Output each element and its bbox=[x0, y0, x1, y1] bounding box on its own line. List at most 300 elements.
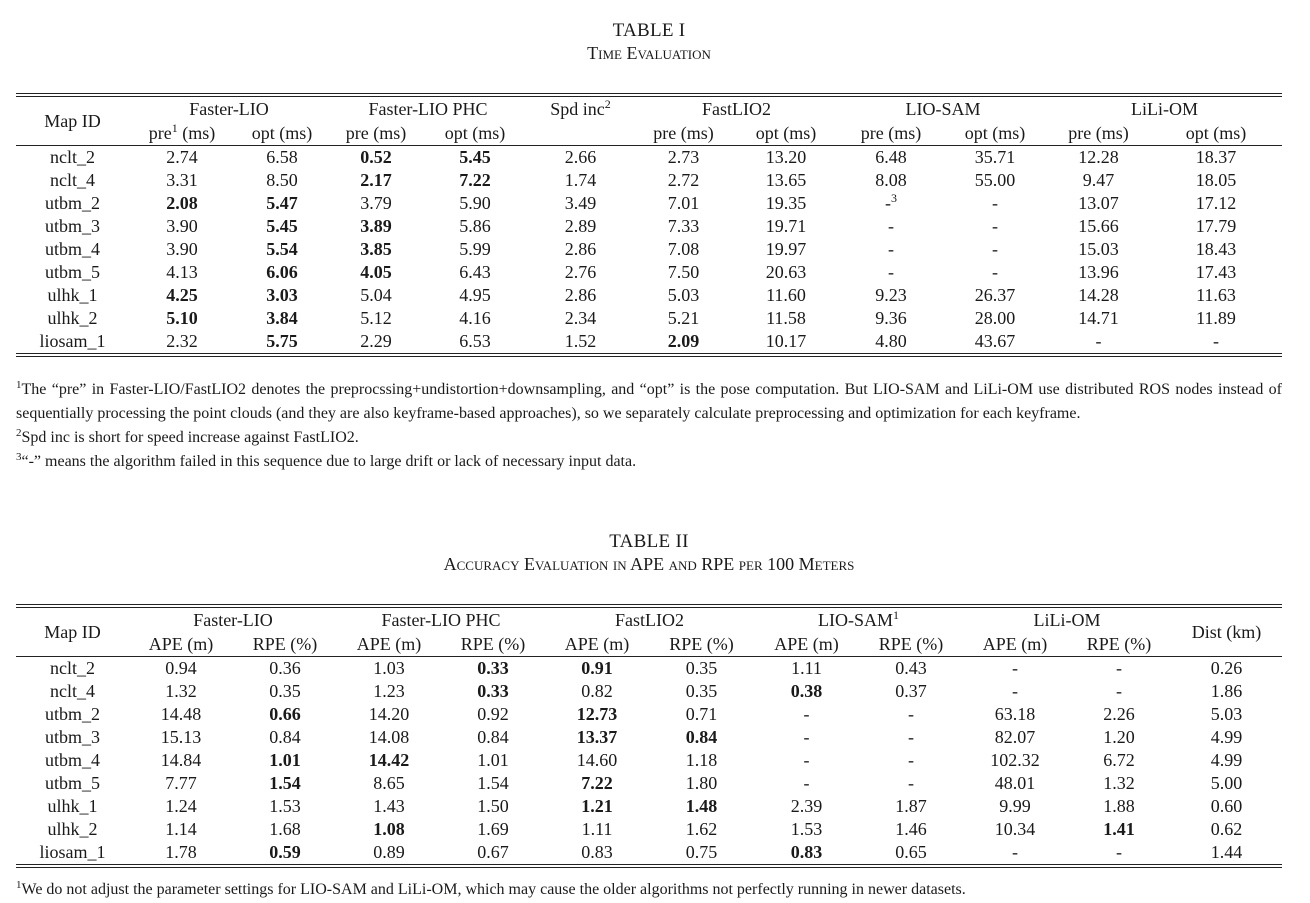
subheader-opt: opt (ms) bbox=[444, 123, 506, 143]
cell-value: 2.72 bbox=[667, 170, 700, 190]
cell-value: 1.86 bbox=[1210, 681, 1243, 701]
value-cell bbox=[527, 261, 634, 284]
cell-value: 2.66 bbox=[564, 147, 597, 167]
table2-mapid-header: Map ID bbox=[44, 622, 101, 642]
cell-value: 3.03 bbox=[266, 285, 298, 305]
cell-value: 6.72 bbox=[1103, 750, 1135, 770]
cell-value: 11.63 bbox=[1196, 285, 1236, 305]
table2 bbox=[16, 604, 1282, 868]
cell-value: 6.48 bbox=[875, 147, 907, 167]
cell-value: 1.41 bbox=[1103, 819, 1135, 839]
table1-spd-header bbox=[527, 97, 634, 121]
cell-value: 19.71 bbox=[765, 216, 807, 236]
value-cell bbox=[129, 238, 235, 261]
value-cell bbox=[129, 680, 233, 703]
cell-value: 1.78 bbox=[165, 842, 197, 862]
cell-value: 2.29 bbox=[360, 331, 392, 351]
cell-value: 1.54 bbox=[477, 773, 509, 793]
value-cell bbox=[423, 330, 527, 353]
cell-value: 9.23 bbox=[875, 285, 907, 305]
cell-value: 3.89 bbox=[360, 216, 392, 236]
value-cell bbox=[423, 261, 527, 284]
value-cell bbox=[963, 772, 1067, 795]
cell-value: 0.92 bbox=[477, 704, 509, 724]
value-cell bbox=[839, 215, 943, 238]
value-cell bbox=[634, 330, 733, 353]
cell-value: 4.13 bbox=[166, 262, 198, 282]
cell-value: 0.66 bbox=[269, 704, 301, 724]
table-row bbox=[16, 146, 1282, 169]
table2-title: Accuracy Evaluation in APE and RPE per 100 Meters bbox=[443, 554, 855, 574]
value-cell bbox=[233, 657, 337, 680]
value-cell bbox=[649, 795, 754, 818]
cell-value: 1.18 bbox=[685, 750, 718, 770]
value-cell bbox=[634, 215, 733, 238]
value-cell bbox=[235, 238, 329, 261]
value-cell bbox=[733, 146, 839, 169]
value-cell bbox=[754, 726, 859, 749]
value-cell bbox=[441, 772, 545, 795]
value-cell bbox=[963, 795, 1067, 818]
value-cell bbox=[839, 146, 943, 169]
table-row bbox=[16, 307, 1282, 330]
value-cell bbox=[1067, 657, 1171, 680]
cell-value: 0.84 bbox=[685, 727, 718, 747]
footnote-mark: 1 bbox=[171, 121, 178, 135]
value-cell bbox=[527, 307, 634, 330]
cell-value: 1.88 bbox=[1103, 796, 1135, 816]
subheader-ape: APE (m) bbox=[148, 634, 214, 654]
value-cell bbox=[527, 192, 634, 215]
value-cell bbox=[839, 169, 943, 192]
value-cell bbox=[233, 818, 337, 841]
cell-value: 9.99 bbox=[999, 796, 1031, 816]
cell-value: 2.73 bbox=[667, 147, 700, 167]
cell-value: 6.43 bbox=[459, 262, 491, 282]
cell-value: - bbox=[1116, 658, 1122, 678]
cell-value: - bbox=[803, 773, 810, 793]
table2-group-header: Faster-LIO PHC bbox=[381, 610, 501, 630]
cell-value: 19.97 bbox=[765, 239, 807, 259]
cell-value: - bbox=[992, 239, 998, 259]
cell-value: 5.12 bbox=[360, 308, 392, 328]
value-cell bbox=[1047, 215, 1150, 238]
table-row bbox=[16, 818, 1282, 841]
cell-value: 18.05 bbox=[1195, 170, 1237, 190]
table2-group-header bbox=[754, 608, 963, 632]
value-cell bbox=[337, 657, 441, 680]
value-cell bbox=[733, 192, 839, 215]
footnote bbox=[16, 450, 1282, 474]
table1-group-header: Faster-LIO bbox=[189, 99, 269, 119]
cell-value: 4.16 bbox=[459, 308, 491, 328]
table1-footnotes bbox=[16, 378, 1282, 474]
cell-value: 3.90 bbox=[166, 216, 198, 236]
value-cell bbox=[1067, 818, 1171, 841]
value-cell bbox=[1047, 307, 1150, 330]
cell-value: 1.24 bbox=[165, 796, 197, 816]
table1-group-header: LIO-SAM bbox=[905, 99, 981, 119]
value-cell bbox=[1150, 146, 1282, 169]
cell-value: 35.71 bbox=[974, 147, 1016, 167]
value-cell bbox=[235, 169, 329, 192]
value-cell bbox=[649, 749, 754, 772]
map-id-cell: ulhk_1 bbox=[47, 285, 98, 305]
value-cell bbox=[337, 795, 441, 818]
value-cell bbox=[545, 818, 649, 841]
cell-value: 0.84 bbox=[477, 727, 509, 747]
cell-value: 13.07 bbox=[1078, 193, 1119, 213]
footnote-mark: 1 bbox=[16, 879, 22, 891]
footnote bbox=[16, 426, 1282, 450]
cell-value: 1.43 bbox=[373, 796, 405, 816]
value-cell bbox=[337, 749, 441, 772]
cell-value: 5.86 bbox=[459, 216, 491, 236]
value-cell bbox=[423, 169, 527, 192]
table2-group-header: FastLIO2 bbox=[615, 610, 685, 630]
value-cell bbox=[233, 749, 337, 772]
cell-value: 2.17 bbox=[360, 170, 392, 190]
value-cell bbox=[649, 841, 754, 864]
value-cell bbox=[129, 284, 235, 307]
table1 bbox=[16, 93, 1282, 357]
subheader-rpe: RPE (%) bbox=[878, 634, 944, 654]
value-cell bbox=[129, 215, 235, 238]
cell-value: 13.20 bbox=[765, 147, 807, 167]
footnote bbox=[16, 378, 1282, 426]
table-row bbox=[16, 772, 1282, 795]
value-cell bbox=[545, 703, 649, 726]
value-cell bbox=[527, 284, 634, 307]
cell-value: 5.21 bbox=[667, 308, 700, 328]
value-cell bbox=[1150, 307, 1282, 330]
value-cell bbox=[1067, 703, 1171, 726]
value-cell bbox=[545, 726, 649, 749]
cell-value: 2.39 bbox=[790, 796, 823, 816]
cell-value: 1.01 bbox=[477, 750, 509, 770]
cell-value: 12.73 bbox=[576, 704, 618, 724]
value-cell bbox=[545, 749, 649, 772]
value-cell bbox=[129, 330, 235, 353]
table2-group-header: LiLi-OM bbox=[1033, 610, 1101, 630]
group-label: LIO-SAM bbox=[818, 610, 894, 630]
value-cell bbox=[235, 261, 329, 284]
value-cell bbox=[329, 284, 423, 307]
value-cell bbox=[129, 772, 233, 795]
value-cell bbox=[545, 795, 649, 818]
cell-value: 4.95 bbox=[459, 285, 491, 305]
pre-unit: (ms) bbox=[182, 123, 216, 143]
cell-value: 5.45 bbox=[459, 147, 491, 167]
value-cell bbox=[859, 703, 963, 726]
value-cell bbox=[1171, 772, 1282, 795]
value-cell bbox=[441, 680, 545, 703]
cell-value: 0.35 bbox=[269, 681, 301, 701]
value-cell bbox=[963, 726, 1067, 749]
cell-value: 17.43 bbox=[1195, 262, 1237, 282]
cell-value: 2.74 bbox=[166, 147, 198, 167]
map-id-cell: ulhk_2 bbox=[47, 819, 98, 839]
value-cell bbox=[1047, 192, 1150, 215]
value-cell bbox=[634, 261, 733, 284]
value-cell bbox=[1171, 657, 1282, 680]
value-cell bbox=[733, 169, 839, 192]
cell-value: 0.84 bbox=[269, 727, 301, 747]
table1-group-header: LiLi-OM bbox=[1131, 99, 1199, 119]
cell-value: 3.90 bbox=[166, 239, 198, 259]
cell-value: 14.48 bbox=[160, 704, 202, 724]
value-cell bbox=[1047, 284, 1150, 307]
value-cell bbox=[634, 284, 733, 307]
table2-label: TABLE II bbox=[609, 531, 689, 552]
cell-value: 3.49 bbox=[564, 193, 597, 213]
value-cell bbox=[754, 795, 859, 818]
value-cell bbox=[754, 841, 859, 864]
value-cell bbox=[1150, 169, 1282, 192]
value-cell bbox=[1150, 284, 1282, 307]
cell-value: 0.36 bbox=[269, 658, 301, 678]
cell-value: 102.32 bbox=[990, 750, 1040, 770]
cell-value: 1.53 bbox=[790, 819, 823, 839]
cell-value: 0.37 bbox=[895, 681, 927, 701]
cell-value: 2.09 bbox=[667, 331, 700, 351]
cell-value: 3.85 bbox=[360, 239, 392, 259]
table-row bbox=[16, 795, 1282, 818]
value-cell bbox=[337, 680, 441, 703]
value-cell bbox=[1047, 146, 1150, 169]
value-cell bbox=[733, 261, 839, 284]
value-cell bbox=[1171, 841, 1282, 864]
cell-value: 11.60 bbox=[766, 285, 806, 305]
cell-value: 2.08 bbox=[166, 193, 198, 213]
value-cell bbox=[441, 703, 545, 726]
map-id-cell: utbm_5 bbox=[44, 262, 100, 282]
table2-dist-header: Dist (km) bbox=[1191, 622, 1262, 642]
subheader-opt: opt (ms) bbox=[755, 123, 817, 143]
map-id-cell: utbm_3 bbox=[44, 727, 100, 747]
value-cell bbox=[129, 818, 233, 841]
value-cell bbox=[1067, 772, 1171, 795]
cell-value: - bbox=[803, 704, 810, 724]
cell-value: 2.86 bbox=[564, 285, 597, 305]
cell-value: 19.35 bbox=[765, 193, 807, 213]
value-cell bbox=[233, 772, 337, 795]
cell-value: 5.47 bbox=[266, 193, 298, 213]
value-cell bbox=[1150, 215, 1282, 238]
value-cell bbox=[233, 680, 337, 703]
value-cell bbox=[329, 146, 423, 169]
subheader-opt: opt (ms) bbox=[251, 123, 313, 143]
value-cell bbox=[754, 657, 859, 680]
value-cell bbox=[1171, 818, 1282, 841]
cell-value: 4.80 bbox=[875, 331, 907, 351]
value-cell bbox=[1150, 238, 1282, 261]
cell-value: 82.07 bbox=[994, 727, 1036, 747]
cell-value: 1.69 bbox=[477, 819, 509, 839]
table1-title: Time Evaluation bbox=[587, 43, 711, 63]
table-row bbox=[16, 238, 1282, 261]
value-cell bbox=[943, 215, 1047, 238]
subheader-pre bbox=[129, 121, 235, 145]
subheader-ape: APE (m) bbox=[774, 634, 839, 654]
cell-value: 0.33 bbox=[477, 681, 509, 701]
value-cell bbox=[1047, 169, 1150, 192]
value-cell bbox=[441, 657, 545, 680]
cell-value: 17.12 bbox=[1195, 193, 1237, 213]
cell-value: 3.79 bbox=[360, 193, 392, 213]
value-cell bbox=[634, 238, 733, 261]
value-cell bbox=[943, 261, 1047, 284]
value-cell bbox=[527, 146, 634, 169]
value-cell bbox=[963, 818, 1067, 841]
cell-value: 0.43 bbox=[895, 658, 927, 678]
cell-value: - bbox=[992, 193, 998, 213]
value-cell bbox=[235, 215, 329, 238]
cell-value: 0.65 bbox=[895, 842, 927, 862]
value-cell bbox=[839, 261, 943, 284]
value-cell bbox=[129, 795, 233, 818]
map-id-cell: utbm_2 bbox=[44, 193, 100, 213]
value-cell bbox=[329, 261, 423, 284]
cell-value: 1.14 bbox=[165, 819, 197, 839]
cell-value: 15.03 bbox=[1078, 239, 1119, 259]
cell-value: 55.00 bbox=[974, 170, 1016, 190]
table2-bottom-rule bbox=[16, 864, 1282, 868]
table-row bbox=[16, 841, 1282, 864]
value-cell bbox=[527, 330, 634, 353]
value-cell bbox=[441, 795, 545, 818]
value-cell bbox=[859, 749, 963, 772]
cell-value: 2.76 bbox=[564, 262, 597, 282]
cell-value: 13.37 bbox=[576, 727, 618, 747]
value-cell bbox=[129, 749, 233, 772]
cell-value: 0.59 bbox=[269, 842, 301, 862]
value-cell bbox=[1067, 749, 1171, 772]
cell-value: 1.21 bbox=[581, 796, 613, 816]
cell-value: 8.50 bbox=[266, 170, 298, 190]
cell-value: 0.71 bbox=[685, 704, 718, 724]
cell-value: 43.67 bbox=[974, 331, 1016, 351]
value-cell bbox=[329, 307, 423, 330]
value-cell bbox=[129, 703, 233, 726]
value-cell bbox=[634, 146, 733, 169]
value-cell bbox=[649, 703, 754, 726]
cell-value: 2.86 bbox=[564, 239, 597, 259]
cell-value: 1.11 bbox=[581, 819, 613, 839]
cell-value: 5.10 bbox=[166, 308, 198, 328]
value-cell bbox=[963, 657, 1067, 680]
value-cell bbox=[129, 146, 235, 169]
table2-header bbox=[16, 608, 1282, 656]
cell-value: 1.08 bbox=[373, 819, 405, 839]
cell-value: 1.74 bbox=[564, 170, 597, 190]
cell-value: 0.62 bbox=[1210, 819, 1243, 839]
table1-group-header: Faster-LIO PHC bbox=[368, 99, 488, 119]
map-id-cell: utbm_4 bbox=[44, 750, 100, 770]
cell-value: 17.79 bbox=[1195, 216, 1237, 236]
cell-value: 0.60 bbox=[1210, 796, 1243, 816]
cell-value: - bbox=[992, 262, 998, 282]
value-cell bbox=[527, 238, 634, 261]
value-cell bbox=[129, 261, 235, 284]
cell-value: 63.18 bbox=[994, 704, 1036, 724]
value-cell bbox=[1047, 330, 1150, 353]
value-cell bbox=[527, 215, 634, 238]
value-cell bbox=[1171, 680, 1282, 703]
cell-value: - bbox=[1012, 658, 1018, 678]
table1-body bbox=[16, 146, 1282, 353]
cell-value: 5.54 bbox=[266, 239, 298, 259]
value-cell bbox=[1047, 238, 1150, 261]
value-cell bbox=[545, 657, 649, 680]
cell-value: 7.50 bbox=[667, 262, 700, 282]
cell-value: 11.89 bbox=[1196, 308, 1236, 328]
cell-value: 4.99 bbox=[1210, 750, 1243, 770]
cell-value: 2.26 bbox=[1103, 704, 1135, 724]
table2-caption bbox=[16, 530, 1282, 576]
cell-value: 4.25 bbox=[166, 285, 198, 305]
cell-value: 1.53 bbox=[269, 796, 301, 816]
cell-value: - bbox=[1012, 842, 1018, 862]
table-row bbox=[16, 169, 1282, 192]
cell-value: 6.53 bbox=[459, 331, 491, 351]
value-cell bbox=[943, 146, 1047, 169]
pre-label: pre bbox=[148, 123, 172, 143]
value-cell bbox=[1171, 795, 1282, 818]
table-row bbox=[16, 726, 1282, 749]
table-row bbox=[16, 261, 1282, 284]
map-id-cell: nclt_4 bbox=[50, 170, 95, 190]
footnote bbox=[16, 878, 1282, 902]
value-cell bbox=[1171, 749, 1282, 772]
footnote-text: Spd inc is short for speed increase against FastLIO2. bbox=[21, 429, 359, 446]
value-cell bbox=[235, 146, 329, 169]
footnote-text: The “pre” in Faster-LIO/FastLIO2 denotes the preprocssing+undistortion+downsampling, and “opt” is the pose computation. But LIO-SAM and LiLi-OM use distributed ROS nodes instead of sequentially processing the point clouds (and they are also keyframe-based approaches), so we separately calculate preprocessing and optimization for each keyframe. bbox=[16, 381, 1282, 422]
cell-value: 7.08 bbox=[667, 239, 700, 259]
subheader-rpe: RPE (%) bbox=[252, 634, 318, 654]
cell-value: 0.75 bbox=[685, 842, 718, 862]
value-cell bbox=[337, 841, 441, 864]
value-cell bbox=[733, 330, 839, 353]
cell-value: 2.32 bbox=[166, 331, 198, 351]
subheader-rpe: RPE (%) bbox=[669, 634, 734, 654]
value-cell bbox=[754, 818, 859, 841]
value-cell bbox=[441, 749, 545, 772]
value-cell bbox=[441, 726, 545, 749]
cell-value: 0.89 bbox=[373, 842, 405, 862]
value-cell bbox=[233, 841, 337, 864]
value-cell bbox=[733, 215, 839, 238]
value-cell bbox=[839, 284, 943, 307]
value-cell bbox=[129, 169, 235, 192]
map-id-cell: nclt_2 bbox=[50, 658, 95, 678]
value-cell bbox=[1067, 841, 1171, 864]
value-cell bbox=[733, 307, 839, 330]
cell-value: 1.80 bbox=[685, 773, 718, 793]
cell-value: - bbox=[1095, 331, 1102, 351]
subheader-rpe: RPE (%) bbox=[1086, 634, 1152, 654]
cell-value: 0.33 bbox=[477, 658, 509, 678]
value-cell bbox=[1150, 192, 1282, 215]
map-id-cell: ulhk_1 bbox=[47, 796, 98, 816]
value-cell bbox=[329, 169, 423, 192]
value-cell bbox=[649, 818, 754, 841]
table1-label: TABLE I bbox=[612, 20, 686, 41]
cell-value: 5.75 bbox=[266, 331, 298, 351]
cell-value: - bbox=[992, 216, 998, 236]
value-cell bbox=[634, 307, 733, 330]
value-cell bbox=[839, 238, 943, 261]
